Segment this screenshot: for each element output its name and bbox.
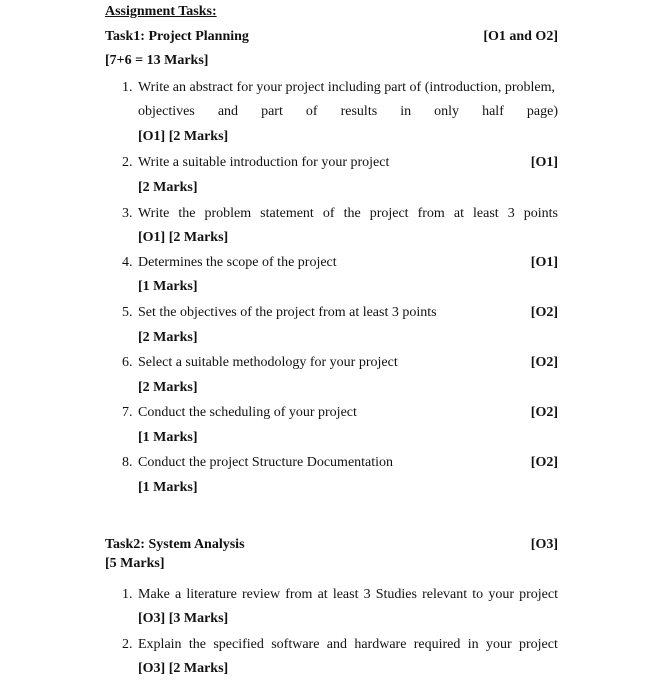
task2-title: Task2: System Analysis bbox=[105, 537, 245, 552]
task1-outcomes: [O1 and O2] bbox=[483, 29, 558, 44]
item-number: 8. bbox=[122, 455, 133, 470]
item-text: Set the objectives of the project from at least 3 points bbox=[138, 305, 437, 320]
item-marks: [O1] [2 Marks] bbox=[138, 230, 229, 245]
word: at bbox=[453, 206, 464, 221]
word: from bbox=[417, 206, 445, 221]
item-marks: [2 Marks] bbox=[138, 330, 198, 345]
word: your bbox=[488, 587, 514, 602]
word: of bbox=[322, 206, 335, 221]
word: 3 bbox=[363, 587, 371, 602]
item-number: 2. bbox=[122, 637, 133, 652]
item-number: 4. bbox=[122, 255, 133, 270]
item-marks: [1 Marks] bbox=[138, 480, 198, 495]
task1-title: Task1: Project Planning bbox=[105, 29, 249, 44]
item-number: 1. bbox=[122, 80, 133, 95]
word: Explain bbox=[138, 637, 182, 652]
item-outcome: [O2] bbox=[530, 405, 558, 420]
task2-outcome: [O3] bbox=[530, 537, 558, 552]
item-text-justified bbox=[138, 636, 558, 654]
assignment-heading: Assignment Tasks: bbox=[105, 4, 217, 19]
word: project bbox=[519, 637, 558, 652]
word: Make bbox=[138, 587, 170, 602]
word: objectives bbox=[138, 104, 195, 119]
word: half bbox=[482, 104, 504, 119]
word: points bbox=[523, 206, 558, 221]
task1-marks: [7+6 = 13 Marks] bbox=[105, 53, 209, 68]
item-outcome: [O1] bbox=[530, 155, 558, 170]
item-text-justified bbox=[138, 586, 558, 604]
item-outcome: [O2] bbox=[530, 355, 558, 370]
word: the bbox=[188, 637, 206, 652]
word: of bbox=[305, 104, 318, 119]
item-text: Write an abstract for your project including part of (introduction, problem, bbox=[138, 80, 555, 95]
word: 3 bbox=[507, 206, 515, 221]
item-number: 6. bbox=[122, 355, 133, 370]
word: project bbox=[369, 206, 409, 221]
word: statement bbox=[260, 206, 314, 221]
word: the bbox=[178, 206, 196, 221]
item-marks: [O3] [2 Marks] bbox=[138, 661, 229, 676]
item-number: 7. bbox=[122, 405, 133, 420]
item-number: 3. bbox=[122, 206, 133, 221]
word: in bbox=[400, 104, 412, 119]
word: literature bbox=[186, 587, 237, 602]
word: review bbox=[242, 587, 281, 602]
word: least bbox=[332, 587, 359, 602]
word: required bbox=[413, 637, 461, 652]
word: only bbox=[434, 104, 460, 119]
word: least bbox=[473, 206, 499, 221]
item-number: 1. bbox=[122, 587, 133, 602]
item-marks: [O3] [3 Marks] bbox=[138, 611, 229, 626]
word: relevant bbox=[422, 587, 468, 602]
item-marks: [O1] [2 Marks] bbox=[138, 129, 229, 144]
word: your bbox=[485, 637, 512, 652]
word: at bbox=[317, 587, 328, 602]
word: page) bbox=[526, 104, 558, 119]
word: from bbox=[285, 587, 313, 602]
item-marks: [2 Marks] bbox=[138, 180, 198, 195]
word: and bbox=[326, 637, 347, 652]
item-number: 5. bbox=[122, 305, 133, 320]
task2-marks: [5 Marks] bbox=[105, 556, 165, 571]
word: a bbox=[175, 587, 182, 602]
item-text: Conduct the project Structure Documentation bbox=[138, 455, 394, 470]
word: software bbox=[271, 637, 320, 652]
item-text: Write a suitable introduction for your project bbox=[138, 155, 390, 170]
word: Studies bbox=[375, 587, 417, 602]
word: in bbox=[467, 637, 479, 652]
item-marks: [1 Marks] bbox=[138, 430, 198, 445]
word: the bbox=[343, 206, 361, 221]
item-marks: [1 Marks] bbox=[138, 279, 198, 294]
word: hardware bbox=[354, 637, 407, 652]
word: and bbox=[217, 104, 239, 119]
word: problem bbox=[204, 206, 252, 221]
item-number: 2. bbox=[122, 155, 133, 170]
item-outcome: [O2] bbox=[530, 305, 558, 320]
item-outcome: [O2] bbox=[530, 455, 558, 470]
word: specified bbox=[213, 637, 264, 652]
item-text: Conduct the scheduling of your project bbox=[138, 405, 357, 420]
item-text-justified bbox=[138, 103, 558, 121]
word: to bbox=[472, 587, 484, 602]
item-text-justified bbox=[138, 205, 558, 223]
item-text: Select a suitable methodology for your project bbox=[138, 355, 398, 370]
word: part bbox=[261, 104, 283, 119]
item-marks: [2 Marks] bbox=[138, 380, 198, 395]
word: results bbox=[340, 104, 378, 119]
word: Write bbox=[138, 206, 170, 221]
item-outcome: [O1] bbox=[530, 255, 558, 270]
item-text: Determines the scope of the project bbox=[138, 255, 337, 270]
word: project bbox=[519, 587, 558, 602]
